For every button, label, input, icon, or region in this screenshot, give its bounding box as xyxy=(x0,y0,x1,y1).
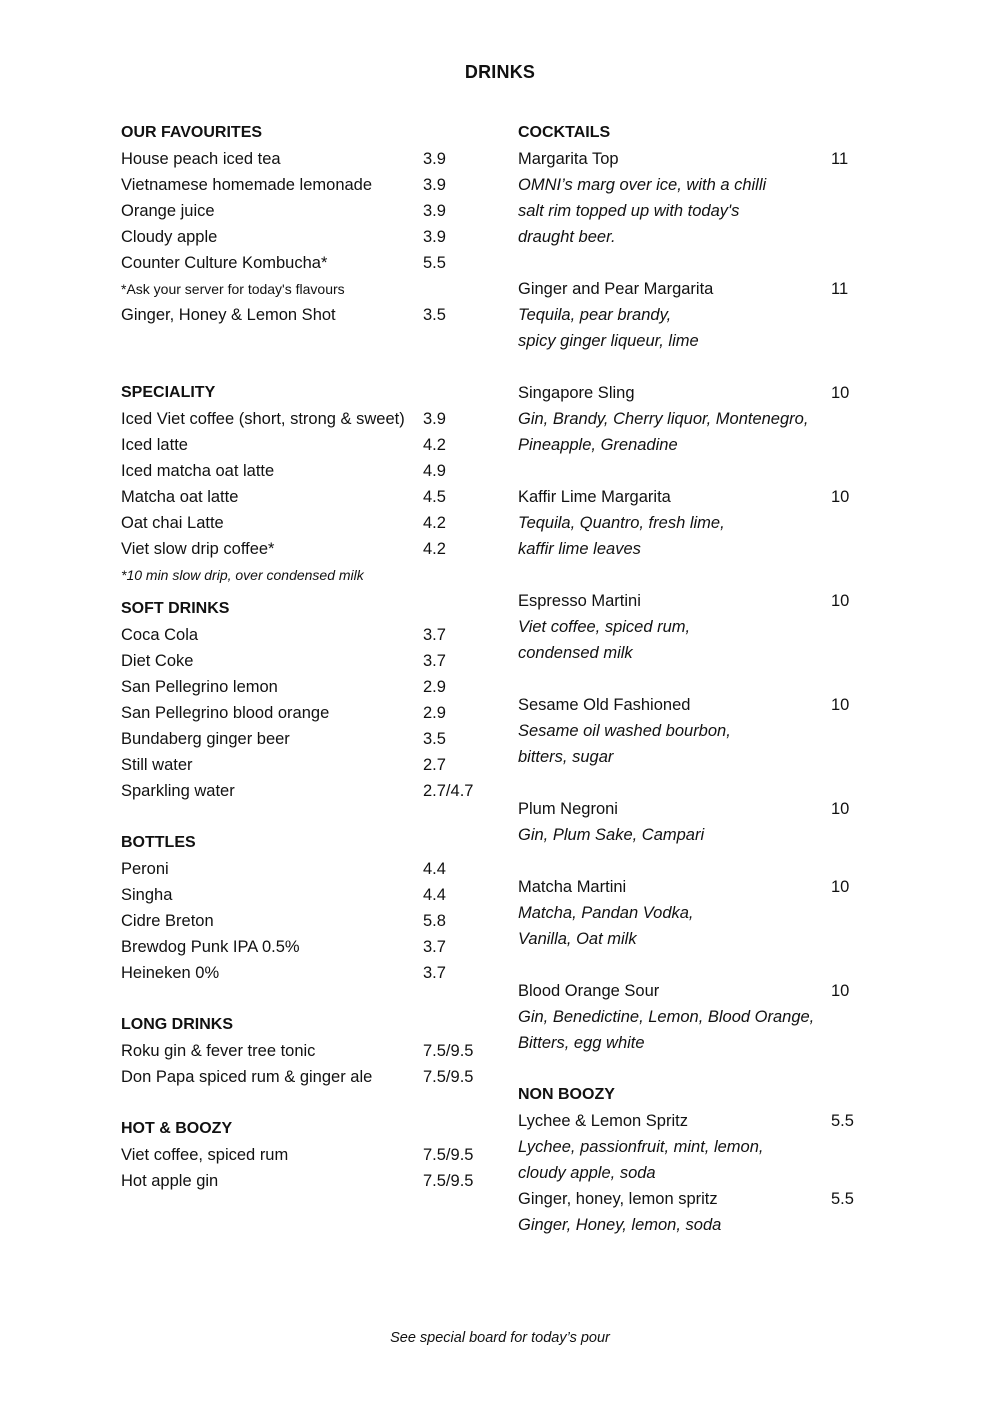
item-name: Ginger and Pear Margarita xyxy=(518,280,714,298)
section-heading-speciality: SPECIALITY xyxy=(121,384,216,401)
item-price: 11 xyxy=(831,150,849,168)
item-name: Diet Coke xyxy=(121,652,194,670)
item-name: Matcha Martini xyxy=(518,878,627,896)
footer-note: See special board for today’s pour xyxy=(390,1330,610,1346)
menu-item xyxy=(121,458,491,484)
menu-item xyxy=(518,484,868,510)
menu-item xyxy=(121,778,491,804)
item-price: 5.5 xyxy=(831,1112,854,1130)
item-name: Oat chai Latte xyxy=(121,514,224,532)
item-price: 4.2 xyxy=(423,436,446,454)
item-price: 10 xyxy=(831,592,850,610)
item-description: draught beer. xyxy=(518,228,616,246)
menu-item xyxy=(121,536,491,562)
menu-item xyxy=(518,146,868,172)
item-price: 11 xyxy=(831,280,849,298)
menu-item xyxy=(121,198,491,224)
menu-item xyxy=(121,726,491,752)
menu-item xyxy=(121,648,491,674)
item-name: Margarita Top xyxy=(518,150,619,168)
spacer xyxy=(121,804,491,830)
menu-item xyxy=(518,874,868,900)
item-price: 3.7 xyxy=(423,964,446,982)
menu-item xyxy=(518,1108,868,1134)
spacer xyxy=(121,588,491,596)
item-description: Gin, Plum Sake, Campari xyxy=(518,826,705,844)
page-title: DRINKS xyxy=(464,62,536,82)
spacer xyxy=(518,848,868,874)
item-name: Still water xyxy=(121,756,193,774)
item-price: 7.5/9.5 xyxy=(423,1146,474,1164)
item-description: bitters, sugar xyxy=(518,748,614,766)
item-price: 4.2 xyxy=(423,540,446,558)
item-name: Orange juice xyxy=(121,202,215,220)
item-price: 3.5 xyxy=(423,730,446,748)
item-description: kaffir lime leaves xyxy=(518,540,641,558)
spacer xyxy=(518,354,868,380)
menu-item xyxy=(518,978,868,1004)
menu-item xyxy=(121,432,491,458)
item-description: Pineapple, Grenadine xyxy=(518,436,678,454)
menu-item xyxy=(121,1142,491,1168)
menu-item xyxy=(121,934,491,960)
item-price: 5.8 xyxy=(423,912,446,930)
menu-item xyxy=(121,1168,491,1194)
spacer xyxy=(518,250,868,276)
spacer xyxy=(518,562,868,588)
menu-item xyxy=(121,172,491,198)
item-description: Vanilla, Oat milk xyxy=(518,930,637,948)
item-description: condensed milk xyxy=(518,644,633,662)
item-name: Heineken 0% xyxy=(121,964,220,982)
item-description: OMNI’s marg over ice, with a chilli xyxy=(518,176,767,194)
item-price: 7.5/9.5 xyxy=(423,1068,474,1086)
item-price: 4.5 xyxy=(423,488,446,506)
item-description: Tequila, Quantro, fresh lime, xyxy=(518,514,725,532)
menu-item xyxy=(518,276,868,302)
item-name: Peroni xyxy=(121,860,169,878)
menu-item xyxy=(518,692,868,718)
item-name: Sparkling water xyxy=(121,782,235,800)
menu-item xyxy=(121,960,491,986)
item-name: Kaffir Lime Margarita xyxy=(518,488,671,506)
item-price: 2.9 xyxy=(423,678,446,696)
menu-item xyxy=(121,484,491,510)
item-price: 10 xyxy=(831,384,850,402)
menu-item xyxy=(121,908,491,934)
section-heading-long-drinks: LONG DRINKS xyxy=(121,1016,233,1033)
left-column xyxy=(121,120,491,1194)
menu-item xyxy=(121,1064,491,1090)
item-name: Blood Orange Sour xyxy=(518,982,660,1000)
item-price: 10 xyxy=(831,878,850,896)
item-price: 3.7 xyxy=(423,938,446,956)
menu-item xyxy=(121,302,491,328)
spacer xyxy=(518,458,868,484)
item-name: House peach iced tea xyxy=(121,150,281,168)
spacer xyxy=(518,666,868,692)
item-name: Lychee & Lemon Spritz xyxy=(518,1112,688,1130)
item-price: 3.7 xyxy=(423,652,446,670)
item-price: 3.9 xyxy=(423,228,446,246)
menu-item xyxy=(518,588,868,614)
item-name: Iced latte xyxy=(121,436,188,454)
item-description: Gin, Benedictine, Lemon, Blood Orange, xyxy=(518,1008,815,1026)
item-name: Espresso Martini xyxy=(518,592,641,610)
menu-item xyxy=(121,674,491,700)
item-price: 2.9 xyxy=(423,704,446,722)
item-description: Matcha, Pandan Vodka, xyxy=(518,904,694,922)
item-name: Coca Cola xyxy=(121,626,199,644)
item-description: Tequila, pear brandy, xyxy=(518,306,672,324)
right-column xyxy=(518,120,868,1238)
item-price: 10 xyxy=(831,982,850,1000)
item-name: Iced matcha oat latte xyxy=(121,462,275,480)
menu-item xyxy=(121,622,491,648)
item-price: 7.5/9.5 xyxy=(423,1172,474,1190)
item-name: Viet slow drip coffee* xyxy=(121,540,275,558)
item-name: Viet coffee, spiced rum xyxy=(121,1146,289,1164)
item-price: 10 xyxy=(831,800,850,818)
section-heading-hot-boozy: HOT & BOOZY xyxy=(121,1120,233,1137)
item-price: 2.7/4.7 xyxy=(423,782,474,800)
section-heading-soft-drinks: SOFT DRINKS xyxy=(121,600,230,617)
menu-item xyxy=(121,250,491,276)
item-description: Viet coffee, spiced rum, xyxy=(518,618,691,636)
item-name: Matcha oat latte xyxy=(121,488,239,506)
item-description: salt rim topped up with today's xyxy=(518,202,740,220)
item-name: Plum Negroni xyxy=(518,800,618,818)
menu-item xyxy=(518,380,868,406)
item-name: Vietnamese homemade lemonade xyxy=(121,176,373,194)
spacer xyxy=(518,952,868,978)
item-name: Ginger, honey, lemon spritz xyxy=(518,1190,718,1208)
menu-item xyxy=(121,700,491,726)
spacer xyxy=(121,986,491,1012)
menu-item xyxy=(518,1186,868,1212)
item-price: 5.5 xyxy=(423,254,446,272)
section-heading-non-boozy: NON BOOZY xyxy=(518,1086,615,1103)
item-name: Counter Culture Kombucha* xyxy=(121,254,328,272)
item-price: 5.5 xyxy=(831,1190,854,1208)
section-heading-cocktails: COCKTAILS xyxy=(518,124,611,141)
spacer xyxy=(121,1090,491,1116)
item-name: Don Papa spiced rum & ginger ale xyxy=(121,1068,373,1086)
spacer xyxy=(121,328,491,354)
item-price: 3.9 xyxy=(423,150,446,168)
menu-item xyxy=(121,856,491,882)
item-description: Sesame oil washed bourbon, xyxy=(518,722,731,740)
section-heading-bottles: BOTTLES xyxy=(121,834,196,851)
item-price: 4.9 xyxy=(423,462,446,480)
item-price: 10 xyxy=(831,488,850,506)
item-price: 2.7 xyxy=(423,756,446,774)
item-price: 3.9 xyxy=(423,410,446,428)
item-name: Ginger, Honey & Lemon Shot xyxy=(121,306,336,324)
item-price: 4.2 xyxy=(423,514,446,532)
section-note: *Ask your server for today's flavours xyxy=(121,281,345,297)
spacer xyxy=(518,770,868,796)
item-description: Bitters, egg white xyxy=(518,1034,645,1052)
menu-item xyxy=(121,510,491,536)
menu-item xyxy=(121,406,491,432)
item-price: 4.4 xyxy=(423,860,446,878)
item-description: Gin, Brandy, Cherry liquor, Montenegro, xyxy=(518,410,809,428)
menu-item xyxy=(121,1038,491,1064)
section-heading-our-favourites: OUR FAVOURITES xyxy=(121,124,263,141)
item-name: Hot apple gin xyxy=(121,1172,219,1190)
menu-item xyxy=(518,796,868,822)
item-description: Ginger, Honey, lemon, soda xyxy=(518,1216,722,1234)
item-name: Roku gin & fever tree tonic xyxy=(121,1042,316,1060)
item-price: 3.9 xyxy=(423,176,446,194)
item-name: Singapore Sling xyxy=(518,384,635,402)
menu-item xyxy=(121,146,491,172)
item-name: San Pellegrino lemon xyxy=(121,678,278,696)
item-name: Sesame Old Fashioned xyxy=(518,696,691,714)
item-price: 3.9 xyxy=(423,202,446,220)
spacer xyxy=(121,354,491,380)
menu-item xyxy=(121,752,491,778)
item-price: 3.5 xyxy=(423,306,446,324)
item-price: 10 xyxy=(831,696,850,714)
menu-item xyxy=(121,882,491,908)
item-description: cloudy apple, soda xyxy=(518,1164,656,1182)
menu-item xyxy=(121,224,491,250)
item-price: 4.4 xyxy=(423,886,446,904)
item-name: Brewdog Punk IPA 0.5% xyxy=(121,938,300,956)
item-description: Lychee, passionfruit, mint, lemon, xyxy=(518,1138,764,1156)
item-name: Bundaberg ginger beer xyxy=(121,730,290,748)
item-price: 7.5/9.5 xyxy=(423,1042,474,1060)
item-name: Cidre Breton xyxy=(121,912,214,930)
item-name: Iced Viet coffee (short, strong & sweet) xyxy=(121,410,405,428)
item-name: Cloudy apple xyxy=(121,228,218,246)
item-name: San Pellegrino blood orange xyxy=(121,704,330,722)
item-description: spicy ginger liqueur, lime xyxy=(518,332,699,350)
item-price: 3.7 xyxy=(423,626,446,644)
spacer xyxy=(518,1056,868,1082)
section-note: *10 min slow drip, over condensed milk xyxy=(121,567,364,583)
item-name: Singha xyxy=(121,886,173,904)
